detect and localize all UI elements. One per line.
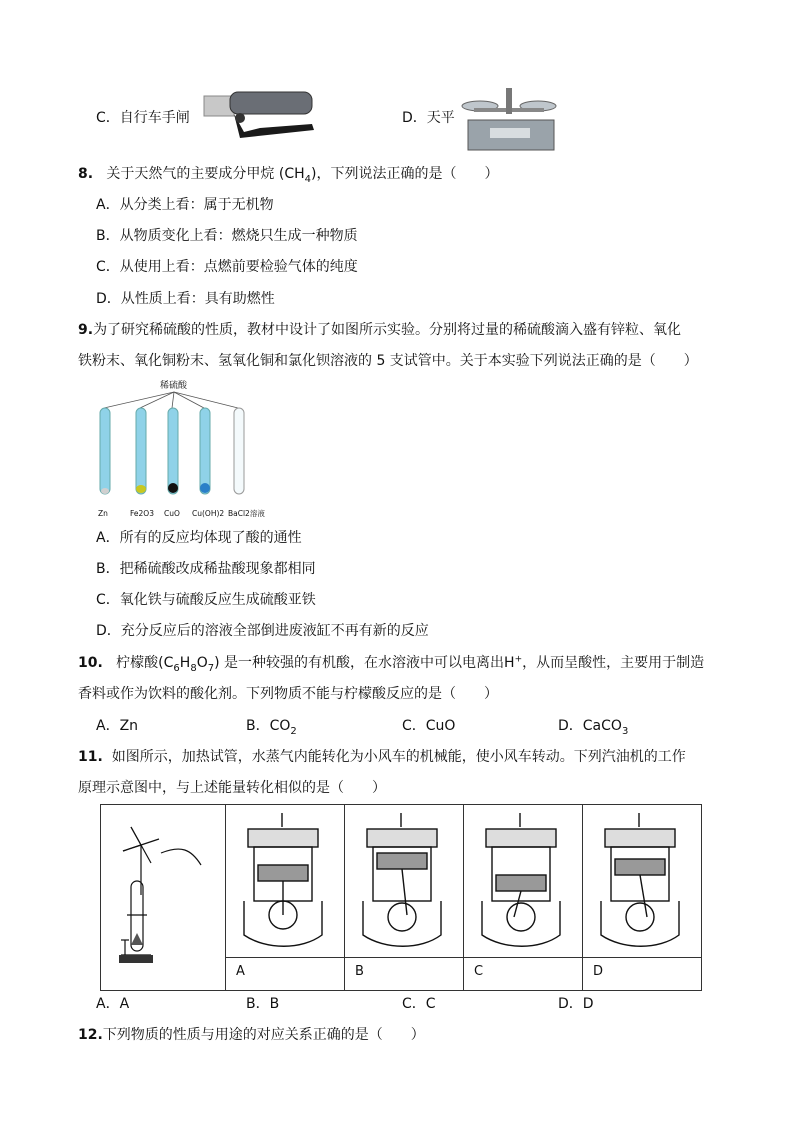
engine-diagram-c <box>464 805 582 953</box>
test-tubes-figure <box>92 378 272 523</box>
q8-option-d: D．从性质上看：具有助燃性 <box>96 291 275 307</box>
cell-label-a: A <box>226 958 345 991</box>
q11-option-c: C．C <box>402 996 436 1012</box>
q9-option-c: C．氧化铁与硫酸反应生成硫酸亚铁 <box>96 592 316 608</box>
cell-label-d: D <box>583 958 702 991</box>
q9-option-b: B．把稀硫酸改成稀盐酸现象都相同 <box>96 561 316 577</box>
q10-option-a: A．Zn <box>96 718 139 734</box>
engine-image-b-cell <box>345 805 464 958</box>
q11-number: 11. <box>78 749 103 765</box>
q8-option-a: A．从分类上看：属于无机物 <box>96 197 274 213</box>
tube-label-bacl2: BaCl2溶液 <box>228 509 265 518</box>
tube-label-cuoh2: Cu(OH)2 <box>192 509 225 518</box>
q11-option-b: B．B <box>246 996 280 1012</box>
tube-zn <box>100 408 110 494</box>
bicycle-brake-image <box>200 88 320 140</box>
q11-option-a: A．A <box>96 996 130 1012</box>
q10-number: 10. <box>78 655 103 671</box>
q10-stem-line2: 香料或作为饮料的酸化剂。下列物质不能与柠檬酸反应的是（ ） <box>78 686 498 702</box>
q11-stem-line2: 原理示意图中，与上述能量转化相似的是（ ） <box>78 780 386 796</box>
cell-label-c: C <box>464 958 583 991</box>
pinwheel-apparatus-image <box>101 805 225 986</box>
engine-diagram-a <box>226 805 344 953</box>
q12-number: 12. <box>78 1027 103 1043</box>
cell-label-b: B <box>345 958 464 991</box>
engine-image-a-cell <box>226 805 345 958</box>
cuo-powder <box>168 483 178 493</box>
q11-stem-line1: 11. 如图所示，加热试管，水蒸气内能转化为小风车的机械能，使小风车转动。下列汽油机的工作 <box>78 749 686 765</box>
figure-top-label: 稀硫酸 <box>160 381 188 391</box>
tube-bacl2 <box>234 408 244 494</box>
fe2o3-solution <box>136 485 146 493</box>
tube-label-zn: Zn <box>98 509 108 518</box>
tube-cuo <box>168 408 178 494</box>
q10-option-b: B．$CO_2$ <box>246 718 297 737</box>
q10-option-d: D．CaCO$_3$ <box>558 718 629 737</box>
engine-diagram-b <box>345 805 463 953</box>
q9-number: 9. <box>78 322 94 338</box>
q12-stem: 12.下列物质的性质与用途的对应关系正确的是（ ） <box>78 1027 425 1043</box>
engine-table <box>100 804 702 991</box>
q10-option-c: C．CuO <box>402 718 456 734</box>
q10-stem-line1: 10. 柠檬酸$(C_6H_8O_7)$ 是一种较强的有机酸，在水溶液中可以电离出H+，从而呈酸性，主要用于制造 <box>78 654 705 674</box>
q9-option-a: A．所有的反应均体现了酸的通性 <box>96 530 302 546</box>
q9-stem-line1: 9.为了研究稀硫酸的性质，教材中设计了如图所示实验。分别将过量的稀硫酸滴入盛有锌粒、氧化 <box>78 322 682 338</box>
pinwheel-apparatus-cell <box>101 805 226 991</box>
q9-stem-line2: 铁粉末、氧化铜粉末、氢氧化铜和氯化钡溶液的 5 支试管中。关于本实验下列说法正确的是（ ） <box>78 353 698 369</box>
q9-option-d: D．充分反应后的溶液全部倒进废液缸不再有新的反应 <box>96 623 429 639</box>
zn-granule <box>101 488 109 494</box>
q8-stem: 8. 关于天然气的主要成分甲烷 $(CH_4)$，下列说法正确的是（ ） <box>78 166 499 185</box>
q8-option-c: C．从使用上看：点燃前要检验气体的纯度 <box>96 259 358 275</box>
q7-option-c: C．自行车手闸 <box>96 110 190 126</box>
engine-diagram-d <box>583 805 701 953</box>
tube-label-fe2o3: Fe2O3 <box>130 509 154 518</box>
engine-image-d-cell <box>583 805 702 958</box>
q8-option-b: B．从物质变化上看：燃烧只生成一种物质 <box>96 228 358 244</box>
q8-number: 8. <box>78 166 94 182</box>
tube-cuoh2 <box>200 408 210 494</box>
cuoh2-solid <box>200 483 210 493</box>
q11-option-d: D．D <box>558 996 594 1012</box>
tube-fe2o3 <box>136 408 146 494</box>
tube-label-cuo: CuO <box>164 509 180 518</box>
q7-option-d: D．天平 <box>402 110 455 126</box>
engine-image-c-cell <box>464 805 583 958</box>
balance-scale-image <box>460 84 560 154</box>
